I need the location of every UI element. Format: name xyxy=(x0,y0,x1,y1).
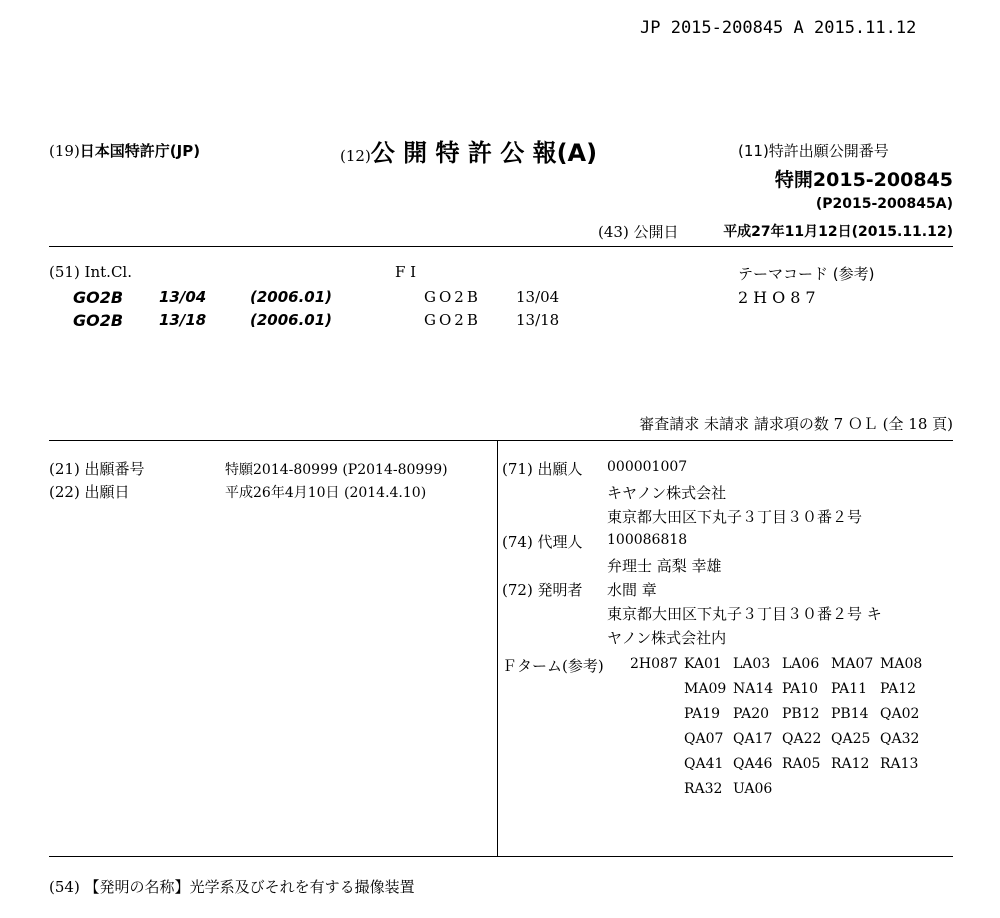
fterm-grid xyxy=(684,656,954,816)
fterm-code: PA12 xyxy=(880,681,917,697)
publication-kind xyxy=(340,133,597,168)
fterm-row xyxy=(684,681,929,697)
intcl-class-2: GO2B xyxy=(73,311,124,330)
divider-1 xyxy=(49,246,953,247)
fterm-row xyxy=(684,756,929,772)
fterm-row xyxy=(684,731,929,747)
kind-label: (12) xyxy=(340,147,371,165)
fterm-code: QA07 xyxy=(684,731,724,747)
fterm-code: PA10 xyxy=(782,681,819,697)
applicant-id: 000001007 xyxy=(607,459,688,475)
office-name: 日本国特許庁(JP) xyxy=(79,142,201,160)
fterm-code: MA09 xyxy=(684,681,727,697)
office-label: (19) xyxy=(49,142,80,160)
inventor-address-2: ヤノン株式会社内 xyxy=(607,629,727,647)
inventor-address-1: 東京都大田区下丸子３丁目３０番２号 キ xyxy=(607,605,882,623)
fterm-label: Ｆターム(参考) xyxy=(502,657,604,675)
fterm-code: RA13 xyxy=(880,756,919,772)
fi-group-2: 13/18 xyxy=(516,311,560,329)
pubdate: 平成27年11月12日(2015.11.12) xyxy=(723,224,953,240)
fterm-code: QA46 xyxy=(733,756,773,772)
appno: 特願2014-80999 (P2014-80999) xyxy=(225,462,448,478)
applicant-name: キヤノン株式会社 xyxy=(607,484,727,502)
column-divider xyxy=(497,440,498,856)
fterm-code: PA19 xyxy=(684,706,721,722)
theme-code-label: テーマコード (参考) xyxy=(738,265,875,283)
fterm-code: PB14 xyxy=(831,706,869,722)
intcl-group-1: 13/04 xyxy=(159,288,207,306)
intcl-version-2: (2006.01) xyxy=(250,311,333,329)
fterm-code: KA01 xyxy=(684,656,722,672)
fterm-code: LA03 xyxy=(733,656,771,672)
pubno-label: (11)特許出願公開番号 xyxy=(738,142,889,160)
fi-group-1: 13/04 xyxy=(516,288,560,306)
pubno-alt: (P2015-200845A) xyxy=(815,196,953,212)
fterm-code: QA25 xyxy=(831,731,871,747)
fterm-code: LA06 xyxy=(782,656,820,672)
fi-class-2: GO2B xyxy=(424,311,481,329)
theme-code: 2HO87 xyxy=(738,288,821,307)
invention-title-line xyxy=(49,876,415,897)
invention-title-label: (54) 【発明の名称】 xyxy=(49,878,190,896)
fterm-code: QA17 xyxy=(733,731,773,747)
fterm-code: RA32 xyxy=(684,781,723,797)
agent-id: 100086818 xyxy=(607,532,688,548)
pubno: 特開2015-200845 xyxy=(774,169,953,191)
fterm-code: PB12 xyxy=(782,706,820,722)
fterm-code: UA06 xyxy=(733,781,773,797)
divider-3 xyxy=(49,856,953,857)
fterm-theme: 2H087 xyxy=(630,656,678,672)
fi-label: F I xyxy=(395,263,417,281)
fterm-row xyxy=(684,706,929,722)
fterm-code: RA05 xyxy=(782,756,821,772)
fterm-row xyxy=(684,781,782,797)
fterm-code: PA11 xyxy=(831,681,868,697)
intcl-label: (51) Int.Cl. xyxy=(49,263,132,281)
examination-request-line: 審査請求 未請求 請求項の数 7 ＯＬ (全 18 頁) xyxy=(639,415,953,433)
applicant-address: 東京都大田区下丸子３丁目３０番２号 xyxy=(607,508,863,526)
fterm-code: NA14 xyxy=(733,681,774,697)
fterm-code: QA41 xyxy=(684,756,724,772)
applicant-label: (71) 出願人 xyxy=(502,460,583,478)
filing-label: (22) 出願日 xyxy=(49,483,130,501)
inventor-name: 水間 章 xyxy=(607,581,657,599)
filing-date: 平成26年4月10日 (2014.4.10) xyxy=(225,485,427,501)
fterm-code: RA12 xyxy=(831,756,870,772)
fterm-row xyxy=(684,656,929,672)
inventor-label: (72) 発明者 xyxy=(502,581,583,599)
fterm-code: MA08 xyxy=(880,656,923,672)
document-id: JP 2015-200845 A 2015.11.12 xyxy=(640,18,917,38)
kind-title: 公 開 特 許 公 報(A) xyxy=(370,139,598,167)
fterm-code: QA32 xyxy=(880,731,920,747)
agent-name: 弁理士 高梨 幸雄 xyxy=(607,557,722,575)
invention-title: 光学系及びそれを有する撮像装置 xyxy=(189,878,415,896)
appno-label: (21) 出願番号 xyxy=(49,460,145,478)
intcl-class-1: GO2B xyxy=(73,288,124,307)
pubdate-label: (43) 公開日 xyxy=(598,223,679,241)
intcl-group-2: 13/18 xyxy=(159,311,207,329)
divider-2 xyxy=(49,440,953,441)
fi-class-1: GO2B xyxy=(424,288,481,306)
office-line xyxy=(49,140,200,161)
fterm-code: QA02 xyxy=(880,706,920,722)
fterm-code: QA22 xyxy=(782,731,822,747)
fterm-code: PA20 xyxy=(733,706,770,722)
intcl-version-1: (2006.01) xyxy=(250,288,333,306)
fterm-code: MA07 xyxy=(831,656,874,672)
agent-label: (74) 代理人 xyxy=(502,533,583,551)
